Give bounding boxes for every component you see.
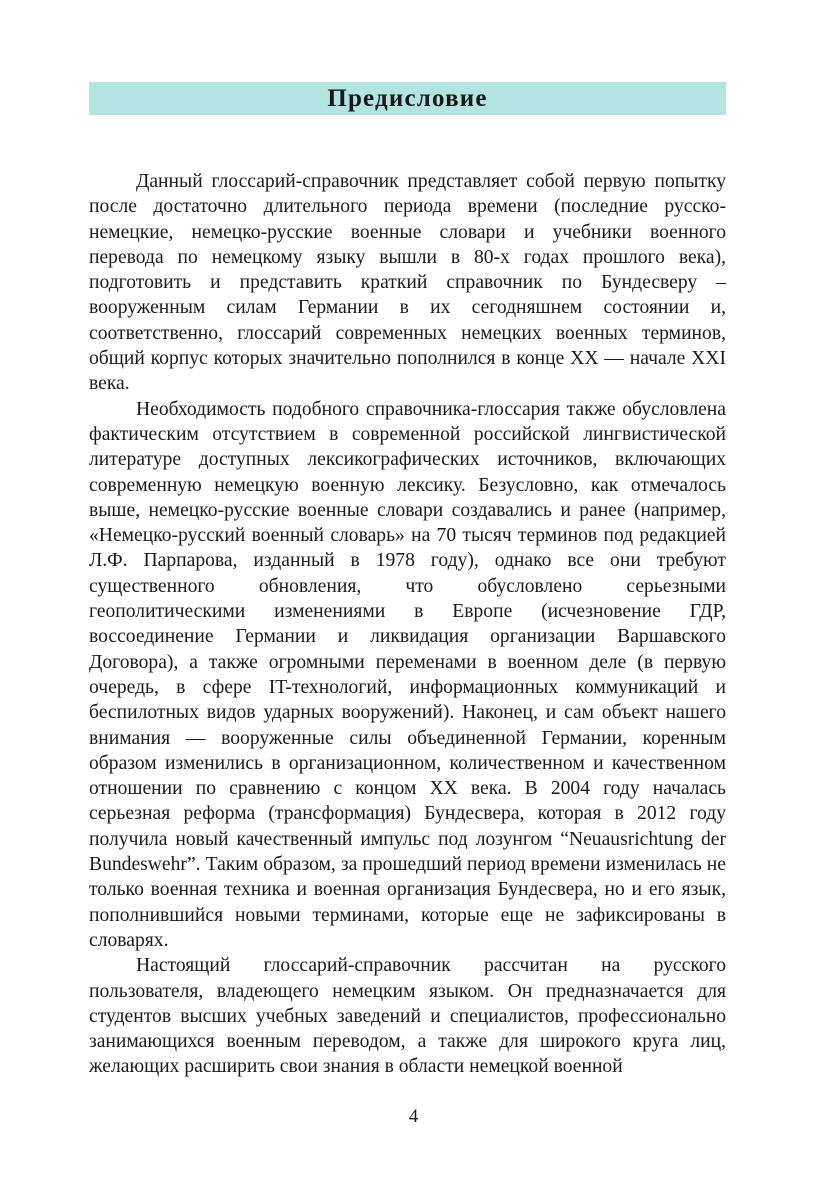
heading-bar (89, 82, 726, 115)
paragraph-1: Данный глоссарий-справочник представляет собой первую попытку после достаточно длительного периода времени (последние русско-немецкие, немецко-русские военные словари и учебники военного перевода по немецкому языку вышли в 80-х годах прошлого века), подготовить и представить краткий справочник по Бундесверу – вооруженным силам Германии в их сегодняшнем состоянии и, соответственно, глоссарий современных немецких военных терминов, общий корпус которых значительно пополнился в конце XX — начале XXI века. (89, 171, 726, 395)
paragraph-2: Необходимость подобного справочника-глоссария также обусловлена фактическим отсутствием в современной российской лингвистической литературе доступных лексикографических источников, включающих современную немецкую военную лексику. Безусловно, как отмечалось выше, немецко-русские военные словари создавались и ранее (например, «Немецко-русский военный словарь» на 70 тысяч терминов под редакцией Л.Ф. Парпарова, изданный в 1978 году), однако все они требуют существенного обновления, что обусловлено серьезными геополитическими изменениями в Европе (исчезновение ГДР, воссоединение Германии и ликвидация организации Варшавского Договора), а также огромными переменами в военном деле (в первую очередь, в сфере IT-технологий, информационных коммуникаций и беспилотных видов ударных вооружений). Наконец, и сам объект нашего внимания — вооруженные силы объединенной Германии, коренным образом изменились в организационном, количественном и качественном отношении по сравнению с концом XX века. В 2004 году началась серьезная реформа (трансформация) Бундесвера, которая в 2012 году получила новый качественный импульс под лозунгом “Neuausrichtung der Bundeswehr”. Таким образом, за прошедший период времени изменилась не только военная техника и военная организация Бундесвера, но и его язык, пополнившийся новыми терминами, которые еще не зафиксированы в словарях. (89, 398, 726, 951)
page-number: 4 (408, 1106, 419, 1127)
paragraph-3: Настоящий глоссарий-справочник рассчитан на русского пользователя, владеющего немецким языком. Он предназначается для студентов высших учебных заведений и специалистов, профессионально занимающихся военным переводом, а также для широкого круга лиц, желающих расширить свои знания в области немецкой военной (89, 955, 726, 1078)
body-text (89, 169, 726, 1080)
page-title: Предисловие (327, 85, 488, 112)
